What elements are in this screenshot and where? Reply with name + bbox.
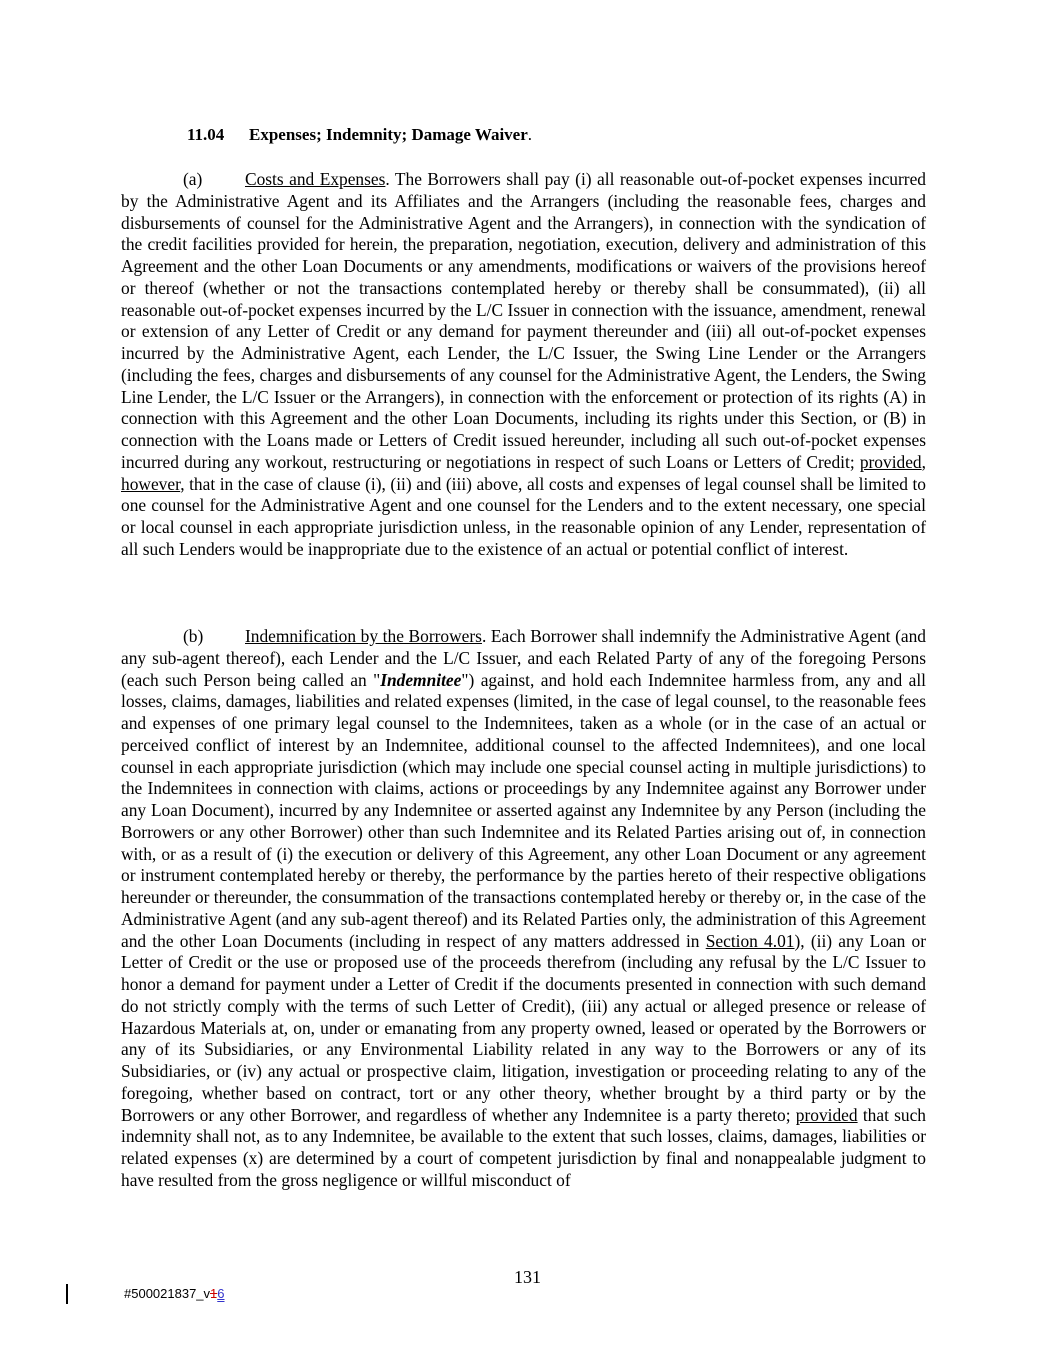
paragraph-b-text-2: ") against, and hold each Indemnitee harmless from, any and all losses, claims, damages, liabilities and related expenses (limited, in the case of legal counsel, to the reasonable fees and expenses of one primary legal counsel to the Indemnitees, taken as a whole (or in the case of an actual or perceived conflict of interest by an Indemnitee, additional counsel to the affected Indemnitees), and one local counsel in each appropriate jurisdiction (which may include one special counsel acting in multiple jurisdictions) to the Indemnitees in connection with claims, actions or proceedings by any Indemnitee against any Borrower under any Loan Document), incurred by any Indemnitee or asserted against any Indemnitee by any Person (including the Borrowers or any other Borrower) other than such Indemnitee and its Related Parties arising out of, in connection with, or as a result of (i) the execution or delivery of this Agreement, any other Loan Document or any agreement or instrument contemplated hereby or thereby, the performance by the parties hereto of their respective obligations hereunder or thereunder, the consummation of the transactions contemplated hereby or thereby or, in the case of the Administrative Agent (and any sub-agent thereof) and its Related Parties only, the administration of this Agreement and the other Loan Documents (including in respect of any matters addressed in xyxy=(121,669,926,951)
document-id-prefix: #500021837_v xyxy=(124,1286,211,1301)
paragraph-b-caption: Indemnification by the Borrowers xyxy=(245,626,482,646)
paragraph-a-text-3: , that in the case of clause (i), (ii) and (iii) above, all costs and expenses of legal counsel shall be limited to one counsel for the Administrative Agent and one counsel for the Lenders and to the extent necessary, one special or local counsel in each appropriate jurisdiction unless, in the reasonable opinion of any Lender, representation of all such Lenders would be inappropriate due to the existence of an actual or potential conflict of interest. xyxy=(121,473,926,559)
indemnitee-defined-term: Indemnitee xyxy=(380,669,462,690)
paragraph-a xyxy=(121,169,926,561)
paragraph-b-label: (b) xyxy=(183,626,204,646)
section-heading xyxy=(187,124,532,146)
provided-term: provided xyxy=(859,451,922,472)
change-bar xyxy=(66,1284,68,1304)
document-id-deleted-version: 1 xyxy=(210,1286,218,1301)
section-title: Expenses; Indemnity; Damage Waiver xyxy=(249,125,528,144)
page-number: 131 xyxy=(514,1267,541,1287)
document-id xyxy=(124,1286,225,1302)
paragraph-b-text-3: ), (ii) any Loan or Letter of Credit or the use or proposed use of the proceeds therefrom (including any refusal by the L/C Issuer to honor a demand for payment under a Letter of Credit if the documents presented in connection with such demand do not strictly comply with the terms of such Letter of Credit), (iii) any actual or alleged presence or release of Hazardous Materials at, on, under or emanating from any property owned, leased or operated by the Borrowers or any of its Subsidiaries, or any Environmental Liability related in any way to the Borrowers or any of its Subsidiaries, or (iv) any actual or prospective claim, litigation, investigation or proceeding relating to any of the foregoing, whether based on contract, tort or any other theory, whether brought by a third party or by the Borrowers or any other Borrower, and regardless of whether any Indemnitee is a party thereto; xyxy=(121,930,926,1125)
paragraph-b xyxy=(121,626,926,1192)
section-title-period: . xyxy=(527,125,533,144)
provided-term-b: provided xyxy=(795,1104,858,1125)
paragraph-a-label: (a) xyxy=(183,169,203,189)
section-number: 11.04 xyxy=(187,125,225,144)
section-reference: Section 4.01 xyxy=(705,930,795,951)
paragraph-a-caption: Costs and Expenses xyxy=(245,169,386,189)
paragraph-b-text-1: . Each Borrower shall indemnify the Administrative Agent (and any sub-agent thereof), each Lender and the L/C Issuer, and each Related Party of any of the foregoing Persons (each such Person being called an " xyxy=(121,626,926,690)
document-id-inserted-version: 6 xyxy=(217,1286,225,1301)
paragraph-a-text-2: , xyxy=(921,451,926,472)
paragraph-b-text-4: that such indemnity shall not, as to any Indemnitee, be available to the extent that such losses, claims, damages, liabilities or related expenses (x) are determined by a court of competent jurisdiction by final and nonappealable judgment to have resulted from the gross negligence or willful misconduct of xyxy=(121,1104,926,1190)
paragraph-a-text-1: . The Borrowers shall pay (i) all reasonable out-of-pocket expenses incurred by the Administrative Agent and its Affiliates and the Arrangers (including the reasonable fees, charges and disbursements of counsel for the Administrative Agent and the Arrangers), in connection with the syndication of the credit facilities provided for herein, the preparation, negotiation, execution, delivery and administration of this Agreement and the other Loan Documents or any amendments, modifications or waivers of the provisions hereof or thereof (whether or not the transactions contemplated hereby or thereby shall be consummated), (ii) all reasonable out-of-pocket expenses incurred by the L/C Issuer in connection with the issuance, amendment, renewal or extension of any Letter of Credit or any demand for payment thereunder and (iii) all out-of-pocket expenses incurred by the Administrative Agent, each Lender, the L/C Issuer, the Swing Line Lender or the Arrangers (including the fees, charges and disbursements of any counsel for the Administrative Agent, the Lenders, the Swing Line Lender, the L/C Issuer or the Arrangers), in connection with the enforcement or protection of its rights (A) in connection with this Agreement and the other Loan Documents, including its rights under this Section, or (B) in connection with the Loans made or Letters of Credit issued hereunder, including all such out-of-pocket expenses incurred during any workout, restructuring or negotiations in respect of such Loans or Letters of Credit; xyxy=(121,169,926,472)
however-term: however xyxy=(121,473,181,494)
